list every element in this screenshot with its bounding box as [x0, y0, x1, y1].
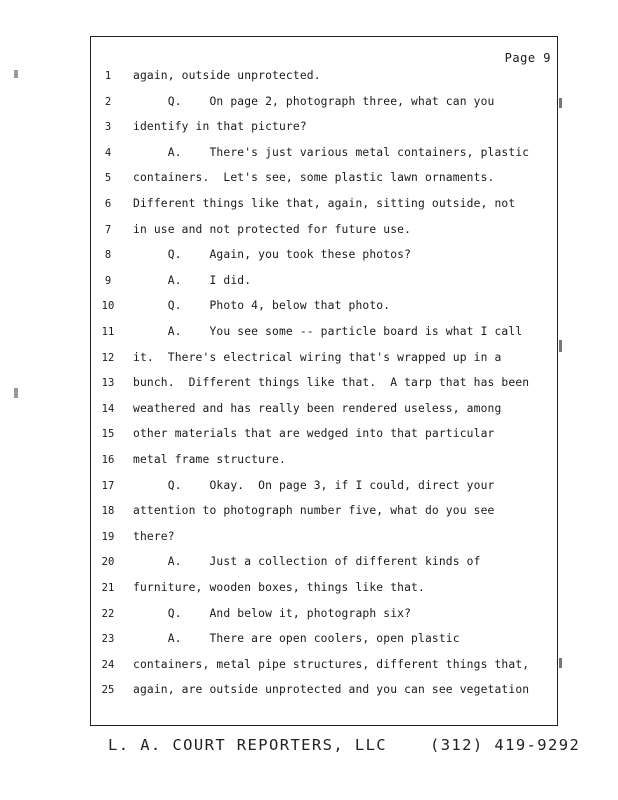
line-text: Different things like that, again, sitting outside, not [133, 197, 516, 210]
transcript-line [91, 528, 557, 548]
line-text: Q. Photo 4, below that photo. [133, 299, 391, 313]
transcript-line [91, 579, 557, 599]
line-text: metal frame structure. [133, 453, 286, 466]
transcript-line [91, 93, 557, 113]
transcript-line [91, 67, 557, 87]
line-text: Q. Again, you took these photos? [133, 248, 412, 262]
line-text: A. You see some -- particle board is what I call [133, 325, 523, 338]
transcript-line [91, 553, 557, 573]
reporter-footer [108, 736, 581, 754]
line-text: Q. Okay. On page 3, if I could, direct your [133, 478, 495, 492]
line-number: 6 [104, 198, 112, 210]
line-number: 16 [101, 454, 115, 466]
line-number: 3 [104, 121, 112, 134]
transcript-line [91, 605, 557, 625]
transcript-line [91, 374, 557, 394]
line-text: furniture, wooden boxes, things like that. [133, 581, 425, 594]
scan-mark [14, 388, 18, 398]
line-text: bunch. Different things like that. A tarp that has been [133, 376, 530, 390]
transcript-line [91, 425, 557, 445]
line-text: again, outside unprotected. [133, 69, 321, 82]
transcript-line [91, 656, 557, 676]
line-number: 9 [104, 274, 112, 287]
line-number: 4 [104, 146, 112, 159]
line-number: 2 [104, 95, 112, 108]
line-text: other materials that are wedged into that particular [133, 427, 495, 441]
line-text: A. I did. [133, 273, 252, 287]
line-text: A. There are open coolers, open plastic [133, 632, 460, 646]
line-number: 12 [101, 351, 115, 364]
line-text: A. There's just various metal containers, plastic [133, 145, 530, 159]
transcript-line [91, 195, 557, 215]
footer-phone: (312) 419-9292 [429, 736, 581, 754]
line-number: 10 [101, 300, 115, 313]
line-number: 23 [101, 633, 115, 646]
line-number: 11 [101, 326, 115, 338]
transcript-line [91, 349, 557, 369]
line-text: A. Just a collection of different kinds of [133, 555, 481, 569]
line-text: Q. And below it, photograph six? [133, 606, 412, 620]
line-text: again, are outside unprotected and you can see vegetation [133, 683, 530, 697]
transcript-page [90, 36, 558, 726]
line-number: 20 [101, 556, 115, 569]
line-text: containers, metal pipe structures, different things that, [133, 657, 530, 671]
transcript-line [91, 400, 557, 420]
line-number: 14 [101, 402, 115, 415]
transcript-line [91, 169, 557, 189]
line-number: 19 [101, 530, 115, 543]
line-number: 15 [101, 428, 115, 441]
line-text: identify in that picture? [133, 120, 307, 134]
scan-mark [559, 98, 562, 108]
line-number: 24 [101, 658, 115, 671]
line-number: 13 [101, 377, 115, 390]
transcript-line [91, 502, 557, 522]
transcript-line [91, 221, 557, 241]
scan-mark [559, 658, 562, 668]
line-text: there? [133, 529, 175, 543]
line-number: 17 [101, 479, 115, 492]
line-number: 25 [101, 684, 115, 697]
line-text: Q. On page 2, photograph three, what can you [133, 94, 495, 108]
page-number: Page 9 [504, 51, 551, 65]
line-number: 5 [104, 172, 112, 185]
scan-mark [14, 70, 18, 78]
transcript-line [91, 297, 557, 317]
line-number: 1 [104, 70, 112, 82]
line-text: containers. Let's see, some plastic lawn ornaments. [133, 171, 495, 185]
transcript-line [91, 323, 557, 343]
transcript-line [91, 451, 557, 471]
transcript-line [91, 272, 557, 292]
footer-company: L. A. COURT REPORTERS, LLC [108, 736, 388, 754]
line-text: attention to photograph number five, what do you see [133, 504, 495, 518]
transcript-line [91, 118, 557, 138]
transcript-line [91, 246, 557, 266]
transcript-line [91, 144, 557, 164]
line-text: it. There's electrical wiring that's wrapped up in a [133, 350, 502, 364]
line-number: 21 [101, 582, 115, 594]
line-text: in use and not protected for future use. [133, 222, 412, 236]
scan-mark [559, 340, 562, 352]
line-number: 18 [101, 505, 115, 518]
transcript-line [91, 630, 557, 650]
line-number: 7 [104, 223, 112, 236]
line-number: 8 [104, 249, 112, 262]
transcript-line [91, 477, 557, 497]
line-text: weathered and has really been rendered useless, among [133, 401, 502, 415]
transcript-line [91, 681, 557, 701]
line-number: 22 [101, 607, 115, 620]
